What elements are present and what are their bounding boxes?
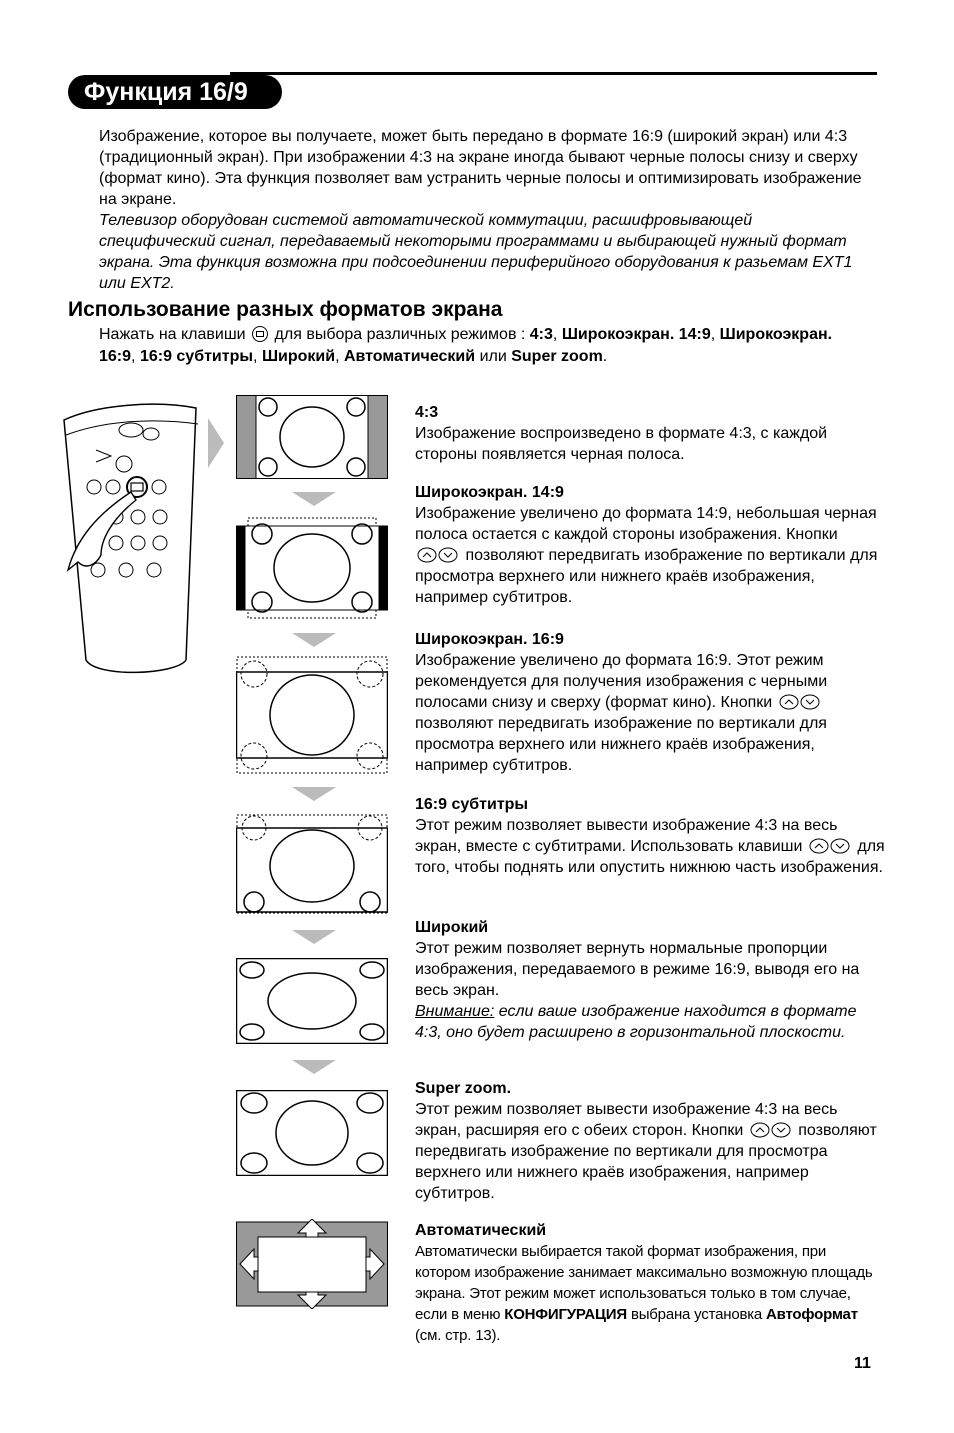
note-label: Внимание:: [415, 1003, 495, 1020]
mode-name: Широкоэкран. 14:9: [561, 326, 711, 343]
format-subtitles-description: [415, 794, 885, 878]
format-text: (см. стр. 13).: [415, 1327, 501, 1344]
format-title: Широкоэкран. 14:9: [415, 484, 564, 501]
format-text: Этот режим позволяет вывести изображение 4:3 на весь экран, вместе с субтитрами. Использовать клавиши: [415, 817, 838, 855]
intro-paragraph: Изображение, которое вы получаете, может быть передано в формате 16:9 (широкий экран) или 4:3 (традиционный экран). При изображении 4:3 на экране иногда бывают черные полосы снизу и сверху (формат кино). Эта функция позволяет вам устранить черные полосы и оптимизировать изображение на экране.: [99, 128, 862, 208]
setting-name: Автоформат: [766, 1306, 858, 1323]
usage-text-a: Нажать на клавиши: [99, 326, 246, 343]
format-text: Изображение увеличено до формата 14:9, небольшая черная полоса остается с каждой стороны изображения. Кнопки: [415, 505, 877, 543]
screen-16-9-subtitles-illustration: [236, 814, 388, 914]
format-super-zoom-description: [415, 1078, 885, 1204]
remote-control-illustration: [56, 390, 206, 680]
format-text: Изображение увеличено до формата 16:9. Этот режим рекомендуется для получения изображения с черными полосами снизу и сверху (формат кино). Кнопки: [415, 652, 828, 711]
arrow-down-icon: [292, 492, 336, 506]
format-text: выбрана установка: [630, 1306, 763, 1323]
separator: ,: [335, 348, 340, 365]
screen-16-9-illustration: [236, 656, 388, 774]
mode-name: 4:3: [529, 326, 553, 343]
format-title: Широкий: [415, 919, 489, 936]
screen-wide-illustration: [236, 958, 388, 1044]
mode-name: Широкоэкран. 16:9: [99, 326, 833, 365]
screen-4-3-illustration: [236, 395, 388, 479]
separator: ,: [131, 348, 136, 365]
separator: ,: [253, 348, 258, 365]
format-automatic-description: [415, 1220, 885, 1346]
format-4-3-description: [415, 402, 885, 465]
header-rule: [230, 72, 877, 75]
format-title: 16:9 субтитры: [415, 796, 529, 813]
up-down-keys-icon: [809, 838, 851, 854]
format-text: позволяют передвигать изображение по вертикали для просмотра верхнего или нижнего краёв изображения, например субтитров.: [415, 1122, 877, 1202]
up-down-keys-icon: [417, 547, 459, 563]
separator: ,: [552, 326, 558, 343]
format-title: Широкоэкран. 16:9: [415, 631, 564, 648]
usage-text-b: для выбора различных режимов :: [274, 326, 526, 343]
format-16-9-description: [415, 629, 885, 776]
note-text: если ваше изображение находится в формате 4:3, оно будет расширено в горизонтальной плоскости.: [415, 1003, 857, 1041]
format-text: Автоматически выбирается такой формат изображения, при котором изображение занимает максимально возможную площадь экрана. Этот режим может использоваться только в том случае, если в меню: [415, 1243, 873, 1323]
page-title: Функция 16/9: [68, 75, 282, 109]
separator: ,: [710, 326, 716, 343]
section-title: Использование разных форматов экрана: [68, 298, 503, 321]
format-title: 4:3: [415, 404, 439, 421]
format-text: Этот режим позволяет вывести изображение 4:3 на весь экран, расширяя его с обеих сторон. Кнопки: [415, 1101, 838, 1139]
format-text: Этот режим позволяет вернуть нормальные пропорции изображения, передаваемого в режиме 16:9, выводя его на весь экран.: [415, 940, 860, 999]
arrow-down-icon: [292, 787, 336, 801]
format-wide-description: [415, 917, 885, 1043]
intro-italic-paragraph: Телевизор оборудован системой автоматической коммутации, расшифровывающей специфический сигнал, передаваемый некоторыми программами и выбирающей нужный формат экрана. Эта функция возможна при подсоединении периферийного оборудования к разьемам EXT1 или EXT2.: [99, 212, 853, 292]
format-text: Изображение воспроизведено в формате 4:3, с каждой стороны появляется черная полоса.: [415, 425, 828, 463]
format-key-icon: [252, 326, 268, 342]
format-title: Автоматический: [415, 1222, 547, 1239]
up-down-keys-icon: [779, 694, 821, 710]
format-text: позволяют передвигать изображение по вертикали для просмотра верхнего или нижнего краёв изображения, например субтитров.: [415, 715, 827, 774]
format-title: Super zoom.: [415, 1080, 512, 1097]
separator: .: [602, 348, 608, 365]
page-number: 11: [854, 1355, 871, 1372]
screen-automatic-illustration: [236, 1219, 388, 1309]
usage-instructions: [99, 324, 859, 368]
screen-14-9-illustration: [236, 516, 388, 620]
mode-name: Автоматический: [343, 348, 476, 365]
up-down-keys-icon: [750, 1122, 792, 1138]
arrow-down-icon: [292, 930, 336, 944]
separator-or: или: [479, 348, 507, 365]
format-text: для того, чтобы поднять или опустить нижнюю часть изображения.: [415, 838, 885, 876]
arrow-down-icon: [292, 633, 336, 647]
intro: [99, 126, 869, 294]
arrow-right-icon: [208, 418, 224, 468]
mode-name: 16:9 субтитры: [139, 348, 254, 365]
screen-super-zoom-illustration: [236, 1090, 388, 1176]
menu-name: КОНФИГУРАЦИЯ: [504, 1306, 627, 1323]
format-14-9-description: [415, 482, 885, 608]
mode-name: Super zoom: [511, 348, 603, 365]
arrow-down-icon: [292, 1060, 336, 1074]
mode-name: Широкий: [261, 348, 336, 365]
format-text: позволяют передвигать изображение по вертикали для просмотра верхнего или нижнего краёв изображения, например субтитров.: [415, 547, 878, 606]
